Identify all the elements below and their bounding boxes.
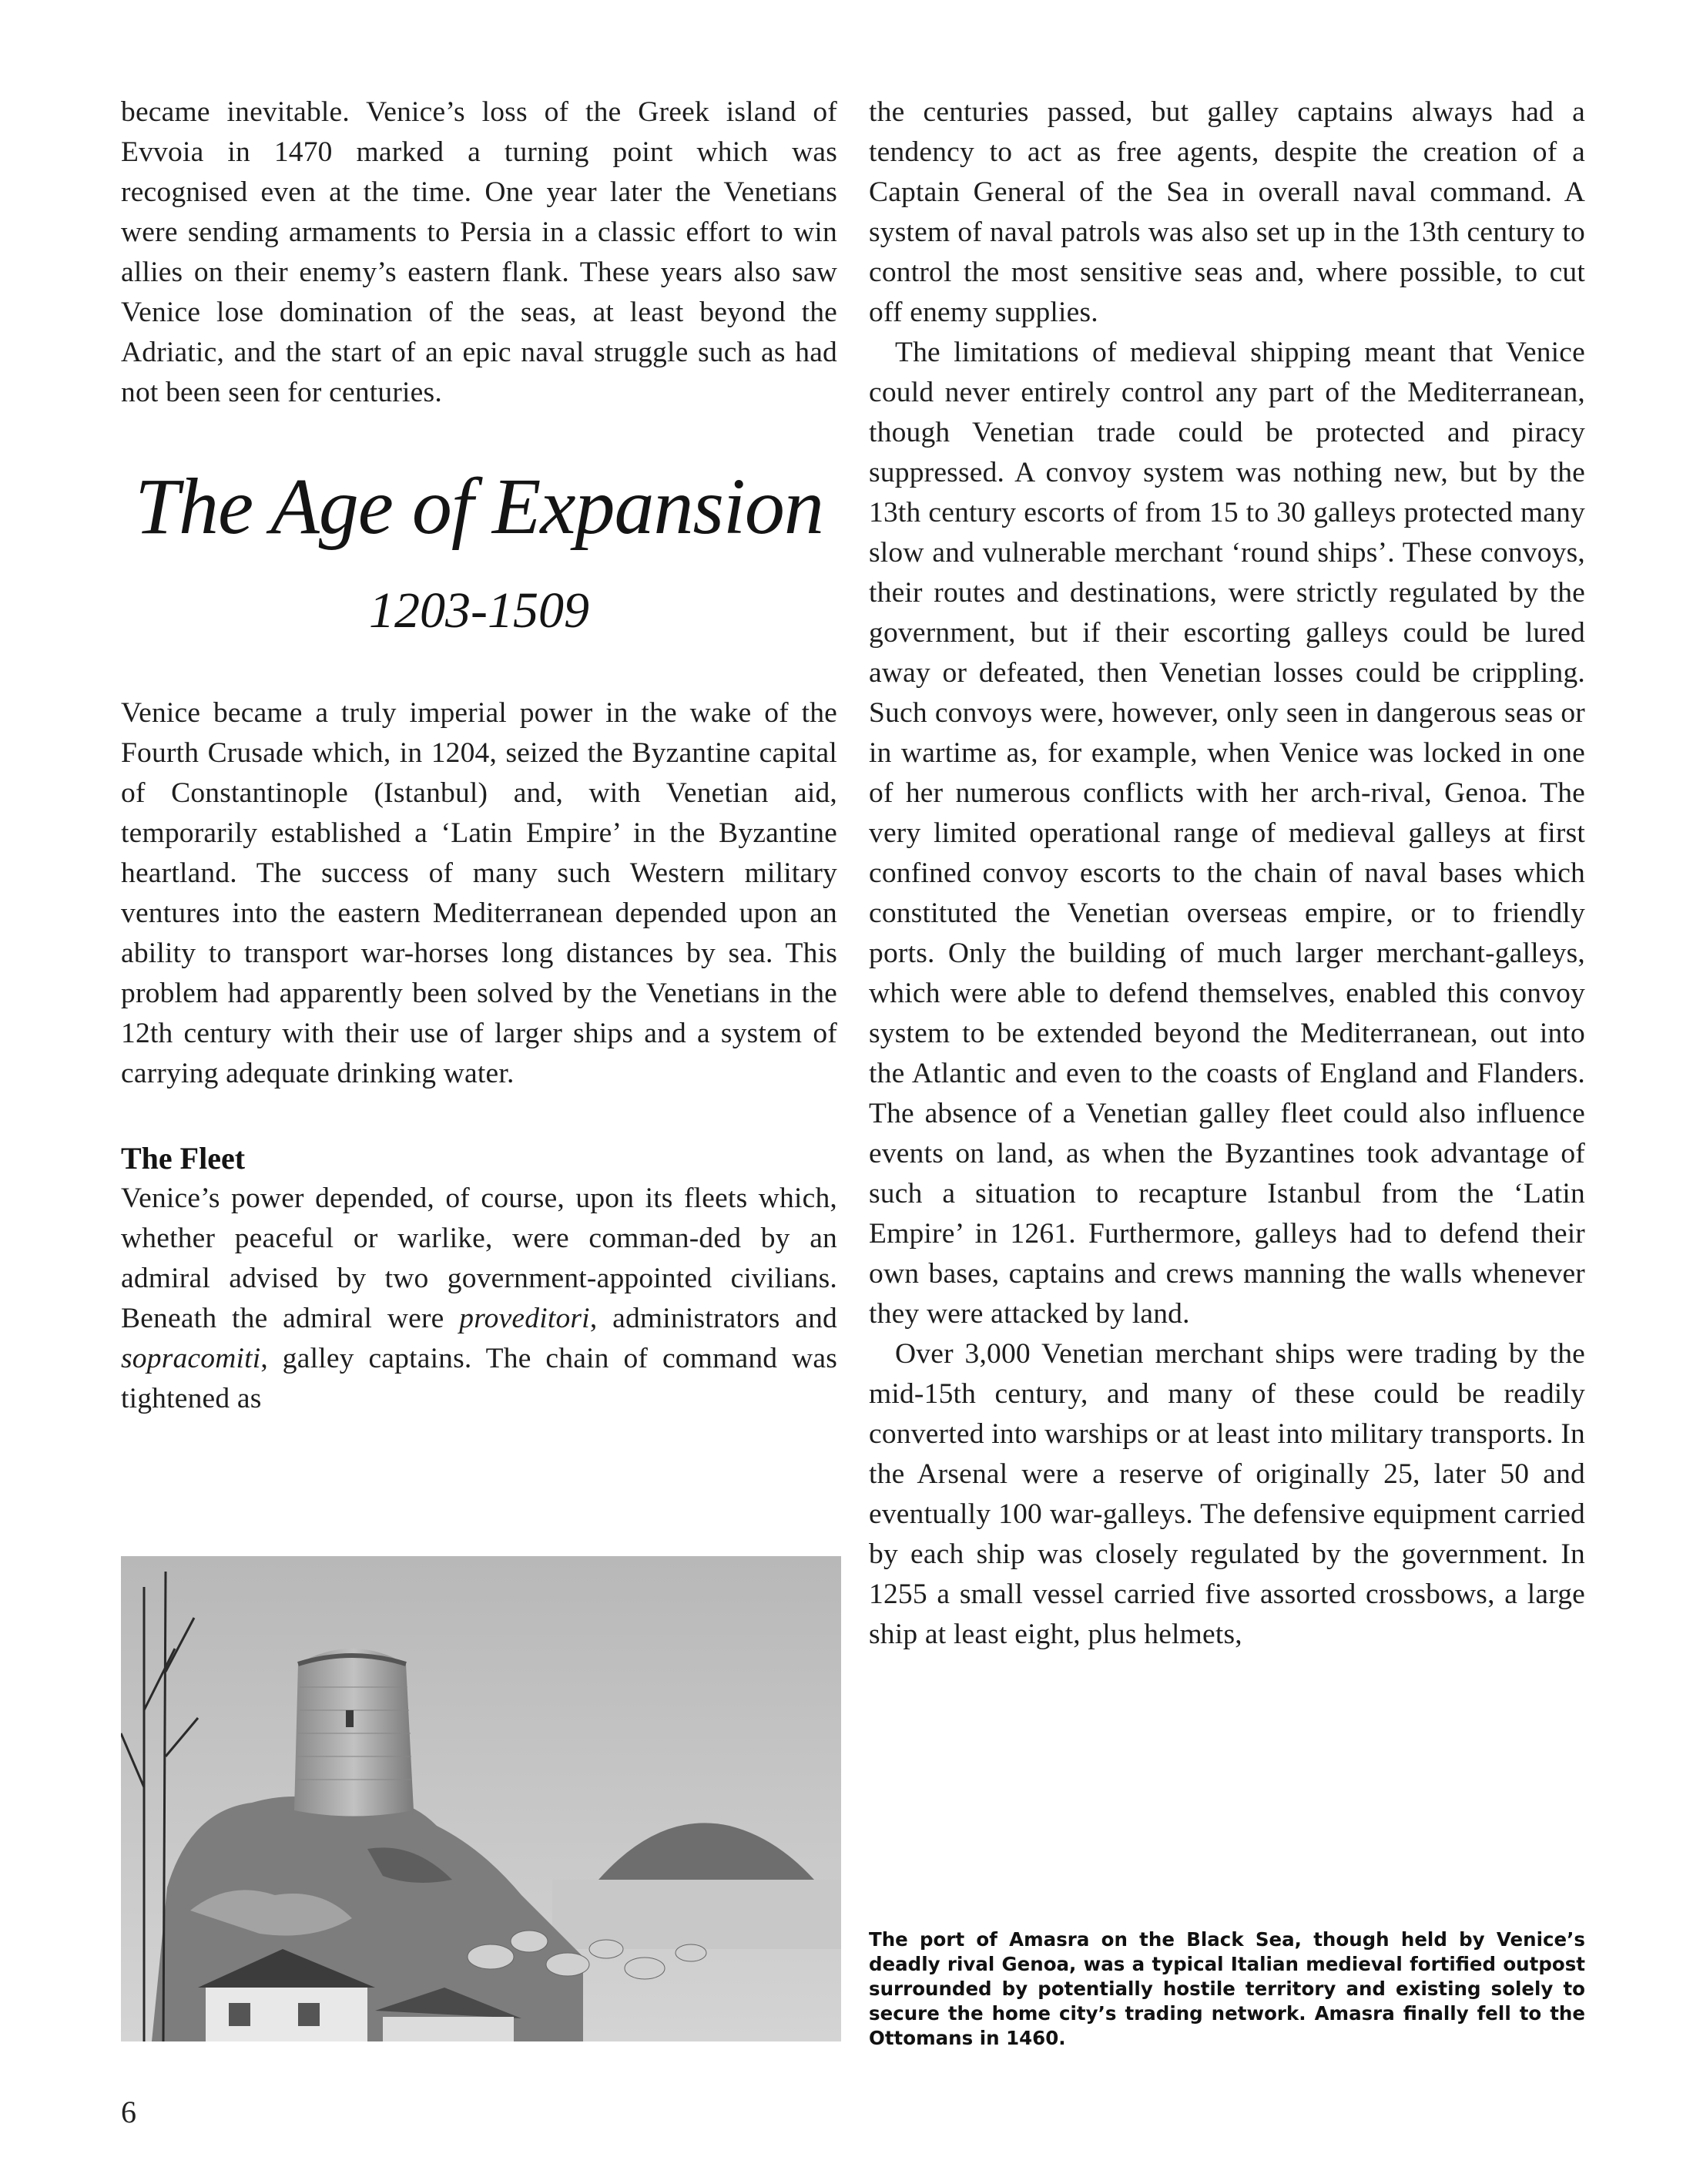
left-column xyxy=(121,92,837,1419)
chapter-opening-paragraph: Venice became a truly imperial power in the wake of the Fourth Crusade which, in 1204, seized the Byzantine capital of Constantinople (Istanbul) and, with Venetian aid, temporarily established a ‘Latin Empire’ in the Byzantine heartland. The success of many such Western military ventures into the eastern Mediterranean depended upon an ability to transport war-horses long distances by sea. This problem had apparently been solved by the Venetians in the 12th century with their use of larger ships and a system of carrying adequate drinking water. xyxy=(121,697,837,1089)
fleet-text-2: , administrators and xyxy=(589,1303,837,1334)
amasra-photo xyxy=(121,1556,841,2041)
chapter-title: The Age of Expansion xyxy=(135,462,823,551)
section-heading: The Fleet xyxy=(121,1141,246,1176)
photo-caption: The port of Amasra on the Black Sea, though held by Venice’s deadly rival Genoa, was a typical Italian medieval fortified outpost surrounded by potentially hostile territory and existing solely to secure the home city’s trading network. Amasra finally fell to the Ottomans in 1460. xyxy=(869,1928,1585,2049)
chapter-dates: 1203-1509 xyxy=(369,582,589,639)
fleet-paragraph xyxy=(121,1179,837,1419)
term-sopracomiti: sopracomiti xyxy=(121,1343,261,1374)
intro-paragraph: became inevitable. Venice’s loss of the Greek island of Evvoia in 1470 marked a turning point which was recognised even at the time. One year later the Venetians were sending armaments to Persia in a classic effort to win allies on their enemy’s eastern flank. These years also saw Venice lose domination of the seas, at least beyond the Adriatic, and the start of an epic naval struggle such as had not been seen for centuries. xyxy=(121,96,837,408)
fleet-text-3: , galley captains. The chain of command was tightened as xyxy=(121,1343,837,1414)
term-proveditori: proveditori xyxy=(459,1303,590,1334)
continued-paragraph: the centuries passed, but galley captains always had a tendency to act as free agents, despite the creation of a Captain General of the Sea in overall naval command. A system of naval patrols was also set up in the 13th century to control the most sensitive seas and, where possible, to cut off enemy supplies. xyxy=(869,96,1585,328)
limitations-paragraph: The limitations of medieval shipping meant that Venice could never entirely control any part of the Mediterranean, though Venetian trade could be protected and piracy suppressed. A convoy system was nothing new, but by the 13th century escorts of from 15 to 30 galleys protected many slow and vulnerable merchant ‘round ships’. These convoys, their routes and destinations, were strictly regulated by the government, but if their escorting galleys could be lured away or defeated, then Venetian losses could be crippling. Such convoys were, however, only seen in dangerous seas or in wartime as, for example, when Venice was locked in one of her numerous conflicts with her arch-rival, Genoa. The very limited operational range of medieval galleys at first confined convoy escorts to the chain of naval bases which constituted the Venetian overseas empire, or to friendly ports. Only the building of much larger merchant-galleys, which were able to defend themselves, enabled this convoy system to be extended beyond the Mediterranean, out into the Atlantic and even to the coasts of England and Flanders. The absence of a Venetian galley fleet could also influence events on land, as when the Byzantines took advantage of such a situation to recapture Istanbul from the ‘Latin Empire’ in 1261. Furthermore, galleys had to defend their own bases, captains and crews manning the walls whenever they were attacked by land. xyxy=(869,337,1585,1330)
chapter-title-block xyxy=(121,461,837,646)
merchant-ships-paragraph: Over 3,000 Venetian merchant ships were trading by the mid-15th century, and many of these could be readily converted into warships or at least into military transports. In the Arsenal were a reserve of originally 25, later 50 and eventually 100 war-galleys. The defensive equipment carried by each ship was closely regulated by the government. In 1255 a small vessel carried five assorted crossbows, a large ship at least eight, plus helmets, xyxy=(869,1338,1585,1650)
page-number: 6 xyxy=(121,2095,136,2129)
fleet-text-1: Venice’s power depended, of course, upon its fleets which, whether peaceful or warlike, were comman-ded by an admiral advised by two government-appointed civilians. Beneath the admiral were xyxy=(121,1183,837,1334)
right-column xyxy=(869,92,1585,1655)
